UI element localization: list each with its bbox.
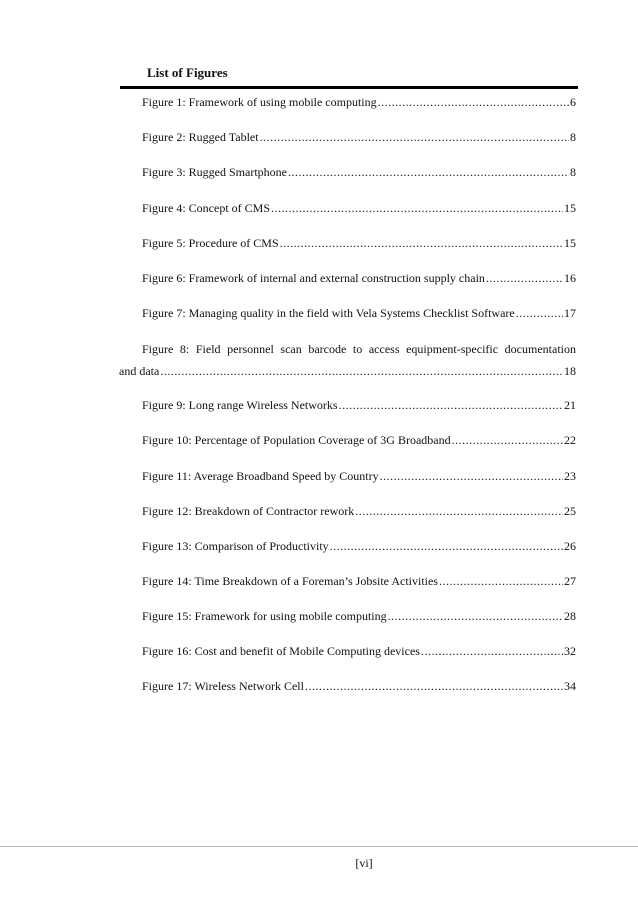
footer-divider	[0, 846, 638, 847]
toc-entry-page: 23	[564, 469, 576, 483]
toc-entry-figure-12[interactable]	[142, 502, 576, 520]
toc-entry-page: 16	[564, 271, 576, 285]
toc-entry-figure-17[interactable]	[142, 677, 576, 695]
dot-leader	[280, 234, 563, 252]
dot-leader	[452, 431, 563, 449]
toc-entry-figure-6[interactable]	[142, 269, 576, 287]
toc-entry-title: Figure 13: Comparison of Productivity	[142, 539, 329, 553]
dot-leader	[339, 396, 563, 414]
toc-entry-title: Figure 11: Average Broadband Speed by Country	[142, 469, 379, 483]
toc-entry-figure-8-line1[interactable]: Figure 8: Field personnel scan barcode to access equipment-specific documentation	[142, 342, 576, 356]
toc-entry-title: Figure 6: Framework of internal and external construction supply chain	[142, 271, 485, 285]
dot-leader	[288, 163, 569, 181]
toc-entry-figure-14[interactable]	[142, 572, 576, 590]
toc-entry-title: Figure 17: Wireless Network Cell	[142, 679, 304, 693]
toc-entry-figure-7[interactable]	[142, 304, 576, 322]
toc-entry-title: Figure 1: Framework of using mobile computing	[142, 95, 377, 109]
toc-entry-figure-11[interactable]	[142, 467, 576, 485]
dot-leader	[439, 572, 563, 590]
dot-leader	[486, 269, 563, 287]
toc-entry-title: Figure 4: Concept of CMS	[142, 201, 270, 215]
toc-entry-figure-8[interactable]	[119, 362, 576, 380]
toc-entry-page: 22	[564, 433, 576, 447]
toc-entry-figure-2[interactable]	[142, 128, 576, 146]
toc-entry-title: Figure 12: Breakdown of Contractor rework	[142, 504, 355, 518]
dot-leader	[271, 199, 563, 217]
dot-leader	[160, 362, 563, 380]
toc-entry-title: Figure 9: Long range Wireless Networks	[142, 398, 338, 412]
toc-entry-page: 34	[564, 679, 576, 693]
toc-entry-page: 21	[564, 398, 576, 412]
toc-entry-figure-9[interactable]	[142, 396, 576, 414]
toc-entry-figure-10[interactable]	[142, 431, 576, 449]
dot-leader	[378, 93, 569, 111]
toc-entry-title: Figure 14: Time Breakdown of a Foreman’s Jobsite Activities	[142, 574, 438, 588]
dot-leader	[330, 537, 563, 555]
dot-leader	[260, 128, 569, 146]
toc-entry-page: 32	[564, 644, 576, 658]
toc-entry-title: Figure 2: Rugged Tablet	[142, 130, 259, 144]
toc-entry-figure-13[interactable]	[142, 537, 576, 555]
toc-entry-title: Figure 7: Managing quality in the field with Vela Systems Checklist Software	[142, 306, 515, 320]
toc-entry-title: Figure 16: Cost and benefit of Mobile Computing devices	[142, 644, 420, 658]
dot-leader	[305, 677, 563, 695]
toc-entry-title: Figure 3: Rugged Smartphone	[142, 165, 287, 179]
dot-leader	[421, 642, 563, 660]
toc-entry-page: 6	[570, 95, 576, 109]
toc-entry-page: 15	[564, 236, 576, 250]
toc-entry-title: Figure 5: Procedure of CMS	[142, 236, 279, 250]
toc-entry-title: and data	[119, 364, 160, 378]
toc-entry-page: 27	[564, 574, 576, 588]
toc-entry-figure-3[interactable]	[142, 163, 576, 181]
toc-entry-page: 18	[564, 364, 576, 378]
toc-entry-title: Figure 10: Percentage of Population Coverage of 3G Broadband	[142, 433, 451, 447]
toc-entry-page: 8	[570, 130, 576, 144]
toc-entry-page: 26	[564, 539, 576, 553]
toc-entry-title: Figure 15: Framework for using mobile computing	[142, 609, 387, 623]
dot-leader	[516, 304, 563, 322]
dot-leader	[380, 467, 563, 485]
toc-entry-page: 28	[564, 609, 576, 623]
toc-entry-figure-16[interactable]	[142, 642, 576, 660]
dot-leader	[355, 502, 563, 520]
toc-entry-figure-5[interactable]	[142, 234, 576, 252]
toc-entry-page: 25	[564, 504, 576, 518]
toc-entry-page: 15	[564, 201, 576, 215]
dot-leader	[388, 607, 563, 625]
list-of-figures-heading: List of Figures	[147, 65, 228, 80]
toc-entry-page: 8	[570, 165, 576, 179]
page-number: [vi]	[355, 856, 373, 870]
toc-entry-page: 17	[564, 306, 576, 320]
toc-entry-figure-1[interactable]	[142, 93, 576, 111]
toc-entry-figure-4[interactable]	[142, 199, 576, 217]
toc-entry-figure-15[interactable]	[142, 607, 576, 625]
